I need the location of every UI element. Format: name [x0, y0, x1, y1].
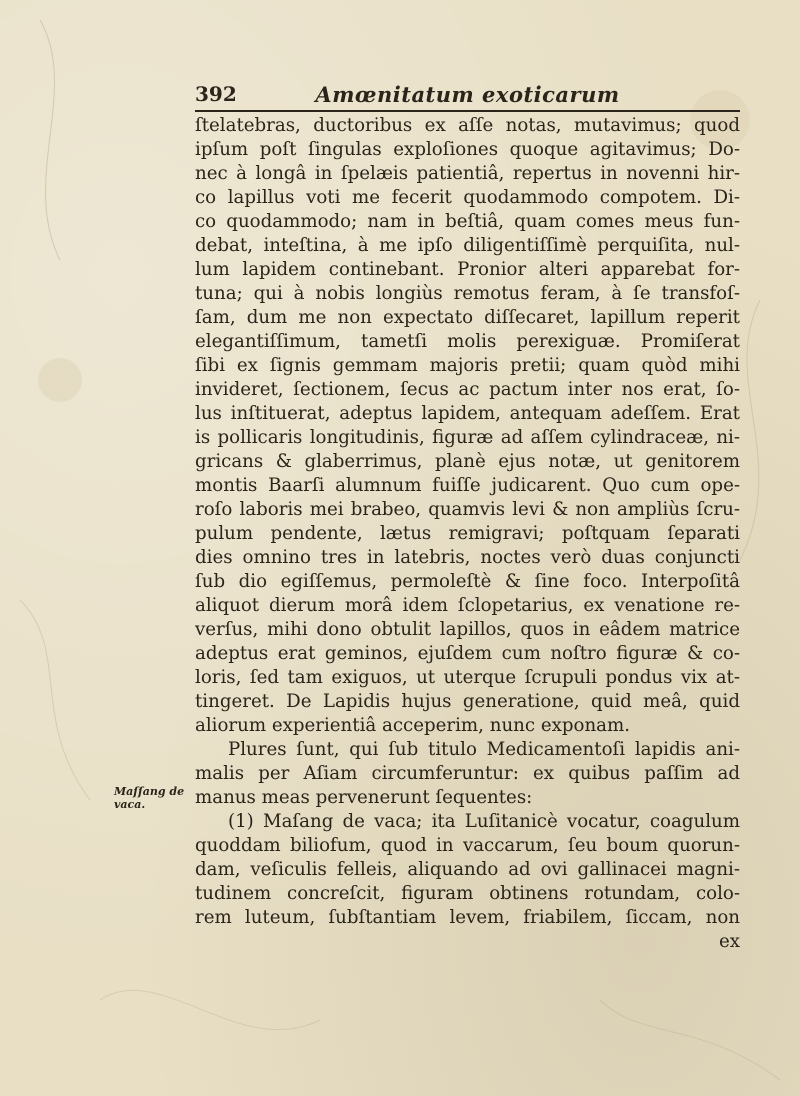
- text-line: ſibi ex ſignis gemmam majoris pretii; quam quòd mihi: [195, 355, 740, 376]
- text-line: debat, inteſtina, à me ipſo diligentiſſimè perquiſita, nul-: [195, 235, 740, 256]
- text-line: dam, veſiculis felleis, aliquando ad ovi gallinacei magni-: [195, 859, 740, 880]
- text-line: co quodammodo; nam in beſtiâ, quam comes meus fun-: [195, 211, 740, 232]
- text-line: nec à longâ in ſpelæis patientiâ, repertus in novenni hir-: [195, 163, 740, 184]
- text-line: is pollicaris longitudinis, figuræ ad aſſem cylindraceæ, ni-: [195, 427, 740, 448]
- margin-note: Maſſang de vaca.: [114, 785, 185, 811]
- text-line: pulum pendente, lætus remigravi; poſtquam ſeparati: [195, 523, 740, 544]
- page-number: 392: [195, 82, 237, 106]
- running-title: Amœnitatum exoticarum: [315, 82, 620, 107]
- text-line: invideret, ſectionem, ſecus ac pactum inter nos erat, ſo-: [195, 379, 740, 400]
- text-line: rem luteum, ſubſtantiam levem, friabilem, ſiccam, non: [195, 907, 740, 928]
- text-line: elegantiſſimum, tametſi molis perexiguæ. Promiſerat: [195, 331, 740, 352]
- text-line: lum lapidem continebant. Pronior alteri apparebat for-: [195, 259, 740, 280]
- text-line: dies omnino tres in latebris, noctes verò duas conjuncti: [195, 547, 740, 568]
- text-line: gricans & glaberrimus, planè ejus notæ, ut genitorem: [195, 451, 740, 472]
- text-line: co lapillus voti me fecerit quodammodo compotem. Di-: [195, 187, 740, 208]
- text-line: manus meas pervenerunt ſequentes:: [195, 787, 533, 808]
- text-line: adeptus erat geminos, ejuſdem cum noſtro figuræ & co-: [195, 643, 740, 664]
- text-line: (1) Maſang de vaca; ita Luſitanicè vocatur, coagulum: [228, 811, 740, 832]
- text-line: quoddam biliofum, quod in vaccarum, ſeu boum quorun-: [195, 835, 740, 856]
- text-line: aliquot dierum morâ idem ſclopetarius, ex venatione re-: [195, 595, 740, 616]
- text-line: tuna; qui à nobis longiùs remotus feram, à ſe transfoſ-: [195, 283, 740, 304]
- text-line: lus inſtituerat, adeptus lapidem, antequam adeſſem. Erat: [195, 403, 740, 424]
- text-line: montis Baarſi alumnum fuiſſe judicarent. Quo cum ope-: [195, 475, 740, 496]
- text-line: tudinem concreſcit, figuram obtinens rotundam, colo-: [195, 883, 740, 904]
- text-line: aliorum experientiâ acceperim, nunc exponam.: [195, 715, 631, 736]
- text-line: malis per Aſiam circumferuntur: ex quibus paſſim ad: [195, 763, 740, 784]
- text-line: roſo laboris mei brabeo, quamvis levi & non ampliùs ſcru-: [195, 499, 740, 520]
- text-line: ſub dio egiſſemus, permoleſtè & ſine foco. Interpoſitâ: [195, 571, 740, 592]
- text-line: Plures ſunt, qui ſub titulo Medicamentoſi lapidis ani-: [228, 739, 740, 760]
- text-line: ipſum poſt ſingulas exploſiones quoque agitavimus; Do-: [195, 139, 740, 160]
- text-line: loris, ſed tam exiguos, ut uterque ſcrupuli pondus vix at-: [195, 667, 740, 688]
- text-line: ſtelatebras, ductoribus ex aſſe notas, mutavimus; quod: [195, 115, 740, 136]
- text-line: tingeret. De Lapidis hujus generatione, quid meâ, quid: [195, 691, 740, 712]
- text-line: ſam, dum me non expectato diſſecaret, lapillum reperit: [195, 307, 740, 328]
- text-line: verſus, mihi dono obtulit lapillos, quos in eâdem matrice: [195, 619, 740, 640]
- catchword: ex: [718, 931, 740, 952]
